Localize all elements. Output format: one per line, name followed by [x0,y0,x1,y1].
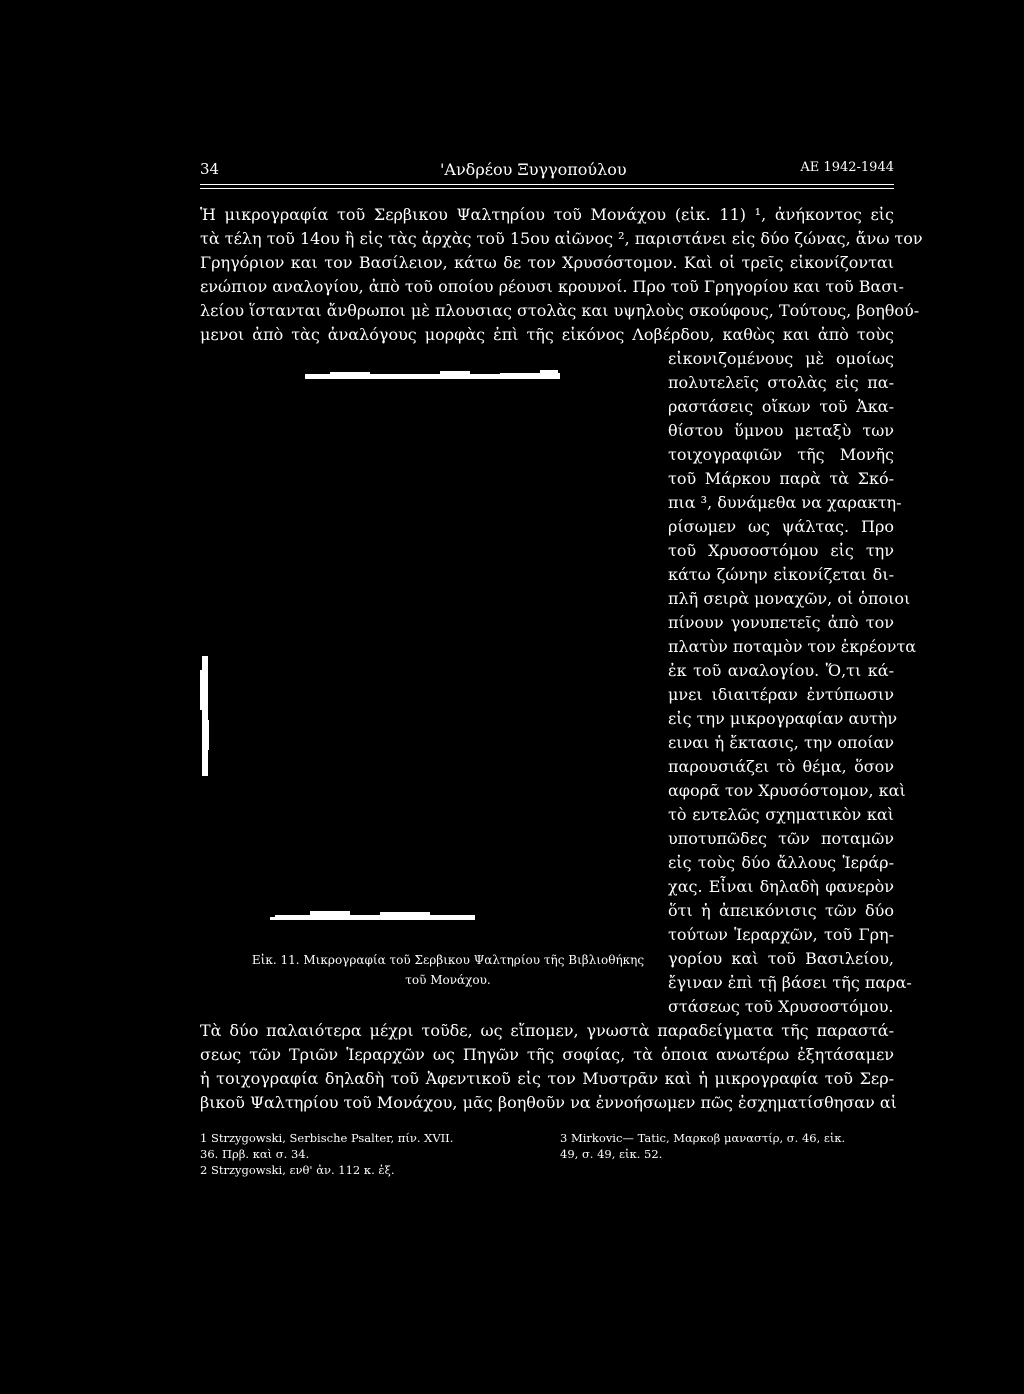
figure-caption [232,950,664,990]
running-header [200,160,894,182]
page-number: 34 [200,160,220,178]
footnote-line: 2 Strzygowski, ενθ' ἀν. 112 κ. ἑξ. [200,1163,395,1177]
caption-line: Εἰκ. 11. Μικρογραφία τοῦ Σερβικου Ψαλτηρίου τῆς Βιβλιοθήκης [251,953,645,967]
column-line: θίστου ὕμνου μεταξὺ των [668,421,894,440]
column-line: γορίου καὶ τοῦ Βασιλείου, [668,949,894,968]
body-line: Γρηγόριον και τον Βασίλειον, κάτω δε τον Χρυσόστομον. Καὶ οἱ τρεῖς εἰκονίζονται [200,253,894,272]
header-rule-2 [200,188,894,189]
miniature-image [200,370,645,940]
column-line: εἰκονιζομένους μὲ ομοίως [668,349,894,368]
column-line: πλατὺν ποταμὸν τον ἐκρέοντα [668,637,917,656]
footnote-line: 3 Mirkovic— Tatic, Μαρκοβ μαναστίρ, σ. 46, εἰκ. [560,1131,846,1145]
column-line: εἰς τοὺς δύο ἄλλους Ἱεράρ- [668,853,894,872]
column-line: τοῦ Χρυσοστόμου εἰς την [668,541,894,560]
body-line: ενώπιον αναλογίου, ἀπὸ τοῦ οποίου ρέουσι κρουνοί. Προ τοῦ Γρηγορίου και τοῦ Βασι- [200,277,904,296]
column-line: στάσεως τοῦ Χρυσοστόμου. [668,997,894,1016]
column-line: μνει ιδιαιτέραν ἐντύπωσιν [668,685,894,704]
column-line: υποτυπῶδες τῶν ποταμῶν [668,829,894,848]
column-line: ἔγιναν ἐπὶ τῇ βάσει τῆς παρα- [668,973,912,992]
header-rule [200,184,894,185]
column-line: ειναι ἡ ἔκτασις, την οποίαν [668,733,894,752]
column-line: ἐκ τοῦ αναλογίου. Ὅ,τι κά- [668,661,894,680]
running-title: 'Ανδρέου Ξυγγοπούλου [440,160,627,179]
volume-label: ΑΕ 1942-1944 [800,160,894,175]
column-line: τοῦ Μάρκου παρὰ τὰ Σκό- [668,469,894,488]
column-line: πίνουν γονυπετεῖς ἀπὸ τον [668,613,894,632]
column-line: τούτων Ἱεραρχῶν, τοῦ Γρη- [668,925,894,944]
column-line: πλῆ σειρὰ μοναχῶν, οἱ ὁποιοι [668,589,911,608]
footnotes-left [200,1130,453,1178]
footnote-line: 1 Strzygowski, Serbische Psalter, πίν. XVII. [200,1131,454,1145]
column-line: εἰς την μικρογραφίαν αυτὴν [668,709,898,728]
column-line: ραστάσεις οἴκων τοῦ Ἀκα- [668,397,894,416]
column-line: παρουσιάζει τὸ θέμα, ὅσον [668,757,894,776]
column-line: κάτω ζώνην εἰκονίζεται δι- [668,565,894,584]
footnote-line: 49, σ. 49, εἰκ. 52. [560,1147,663,1161]
column-line: ρίσωμεν ως ψάλτας. Προ [668,517,894,536]
body-line: βικοῦ Ψαλτηρίου τοῦ Μονάχου, μᾶς βοηθοῦν να ἐννοήσωμεν πῶς ἐσχηματίσθησαν αἱ [200,1093,897,1112]
caption-line: τοῦ Μονάχου. [405,973,491,987]
body-line: ἡ τοιχογραφία δηλαδὴ τοῦ Ἀφεντικοῦ εἰς τον Μυστρᾶν καὶ ἡ μικρογραφία τοῦ Σερ- [200,1069,894,1088]
column-line: τοιχογραφιῶν τῆς Μονῆς [668,445,894,464]
body-line: Ἡ μικρογραφία τοῦ Σερβικου Ψαλτηρίου τοῦ Μονάχου (εἰκ. 11) ¹, ἀνήκοντος εἰς [200,205,894,224]
column-line: τὸ εντελῶς σχηματικὸν καὶ [668,805,894,824]
body-line: μενοι ἀπὸ τὰς ἀναλόγους μορφὰς ἐπὶ τῆς εἰκόνος Λοβέρδου, καθὼς και ἀπὸ τοὺς [200,325,894,344]
body-line: Τὰ δύο παλαιότερα μέχρι τοῦδε, ως εἴπομεν, γνωστὰ παραδείγματα τῆς παραστά- [200,1021,894,1040]
figure-11-plate [200,370,645,940]
body-line: σεως τῶν Τριῶν Ἱεραρχῶν ως Πηγῶν τῆς σοφίας, τὰ ὁποια ανωτέρω ἐξητάσαμεν [200,1045,894,1064]
column-line: πια ³, δυνάμεθα να χαρακτη- [668,493,902,512]
column-line: πολυτελεῖς στολὰς εἰς πα- [668,373,894,392]
column-line: χας. Εἶναι δηλαδὴ φανερὸν [668,877,894,896]
body-line: τὰ τέλη τοῦ 14ου ἢ εἰς τὰς ἀρχὰς τοῦ 15ου αἰῶνος ², παριστάνει εἰς δύο ζώνας, ἄνω τον [200,229,923,248]
body-line: λείου ἵστανται ἄνθρωποι μὲ πλουσιας στολὰς και υψηλοὺς σκούφους, Τούτους, βοηθού- [200,301,920,320]
column-line: ὅτι ἡ ἀπεικόνισις τῶν δύο [668,901,894,920]
footnotes-right [560,1130,845,1162]
footnote-line: 36. Πρβ. καὶ σ. 34. [200,1147,310,1161]
column-line: αφορᾶ τον Χρυσόστομον, καὶ [668,781,906,800]
